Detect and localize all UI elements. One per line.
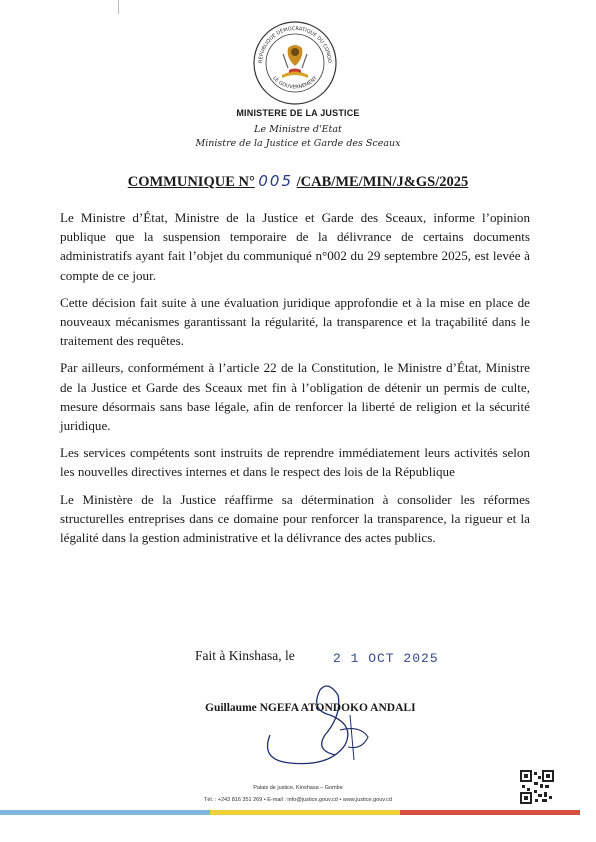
date-stamp: 2 1 OCT 2025 <box>333 651 439 666</box>
footer-contact: Tél. : +243 816 351 269 • E-mail : info@justice.gouv.cd • www.justice.gouv.cd <box>204 797 392 803</box>
communique-prefix: COMMUNIQUE N° <box>127 174 255 190</box>
paragraph: Le Ministre d’État, Ministre de la Justice et Garde des Sceaux, informe l’opinion publique que la suspension temporaire de la délivrance de certains documents administratifs ayant fait l’objet du communiqué n°002 du 29 septembre 2025, est levée à compte de ce jour. <box>60 210 530 283</box>
communique-heading <box>0 172 596 191</box>
communique-suffix: /CAB/ME/MIN/J&GS/2025 <box>296 174 469 190</box>
handwritten-signature <box>250 675 390 775</box>
paragraph: Le Ministère de la Justice réaffirme sa détermination à consolider les réformes structurelles entreprises dans ce domaine pour renforcer la transparence, la rigueur et la légalité dans la gestion administrative et la délivrance des actes publics. <box>60 491 530 546</box>
flag-stripe-yellow <box>210 810 400 815</box>
place-line: Fait à Kinshasa, le <box>195 648 295 663</box>
communique-number: 005 <box>258 172 294 190</box>
footer-address: Palais de justice, Kinshasa – Gombe <box>253 785 343 791</box>
communique-body <box>60 208 530 555</box>
minister-title-line1: Le Ministre d'Etat <box>254 124 342 135</box>
qr-code-icon <box>520 770 554 804</box>
svg-text:LE GOUVERNEMENT: LE GOUVERNEMENT <box>271 75 319 91</box>
minister-title-line2: Ministre de la Justice et Garde des Sceaux <box>195 138 401 149</box>
paragraph: Les services compétents sont instruits de reprendre immédiatement leurs activités selon les nouvelles directives internes et dans le respect des lois de la République <box>60 445 530 480</box>
signer-name: Guillaume NGEFA ATONDOKO ANDALI <box>205 702 416 714</box>
government-seal-icon <box>252 20 338 106</box>
scan-mark <box>118 0 119 14</box>
svg-text:RÉPUBLIQUE DÉMOCRATIQUE DU CON: RÉPUBLIQUE DÉMOCRATIQUE DU CONGO <box>257 25 333 64</box>
paragraph: Par ailleurs, conformément à l’article 22 de la Constitution, le Ministre d’État, Ministre de la Justice et Garde des Sceaux met fin à l’obligation de détenir un permis de culte, mesure désormais sans base légale, afin de renforcer la liberté de religion et la sécurité juridique. <box>60 360 530 434</box>
paragraph: Cette décision fait suite à une évaluation juridique approfondie et à la mise en place de nouveaux mécanismes garantissant la régularité, la transparence et la traçabilité dans le traitement des requêtes. <box>60 294 530 349</box>
ministry-name: MINISTERE DE LA JUSTICE <box>236 108 360 118</box>
flag-stripe-red <box>400 810 580 815</box>
flag-stripe-blue <box>0 810 210 815</box>
